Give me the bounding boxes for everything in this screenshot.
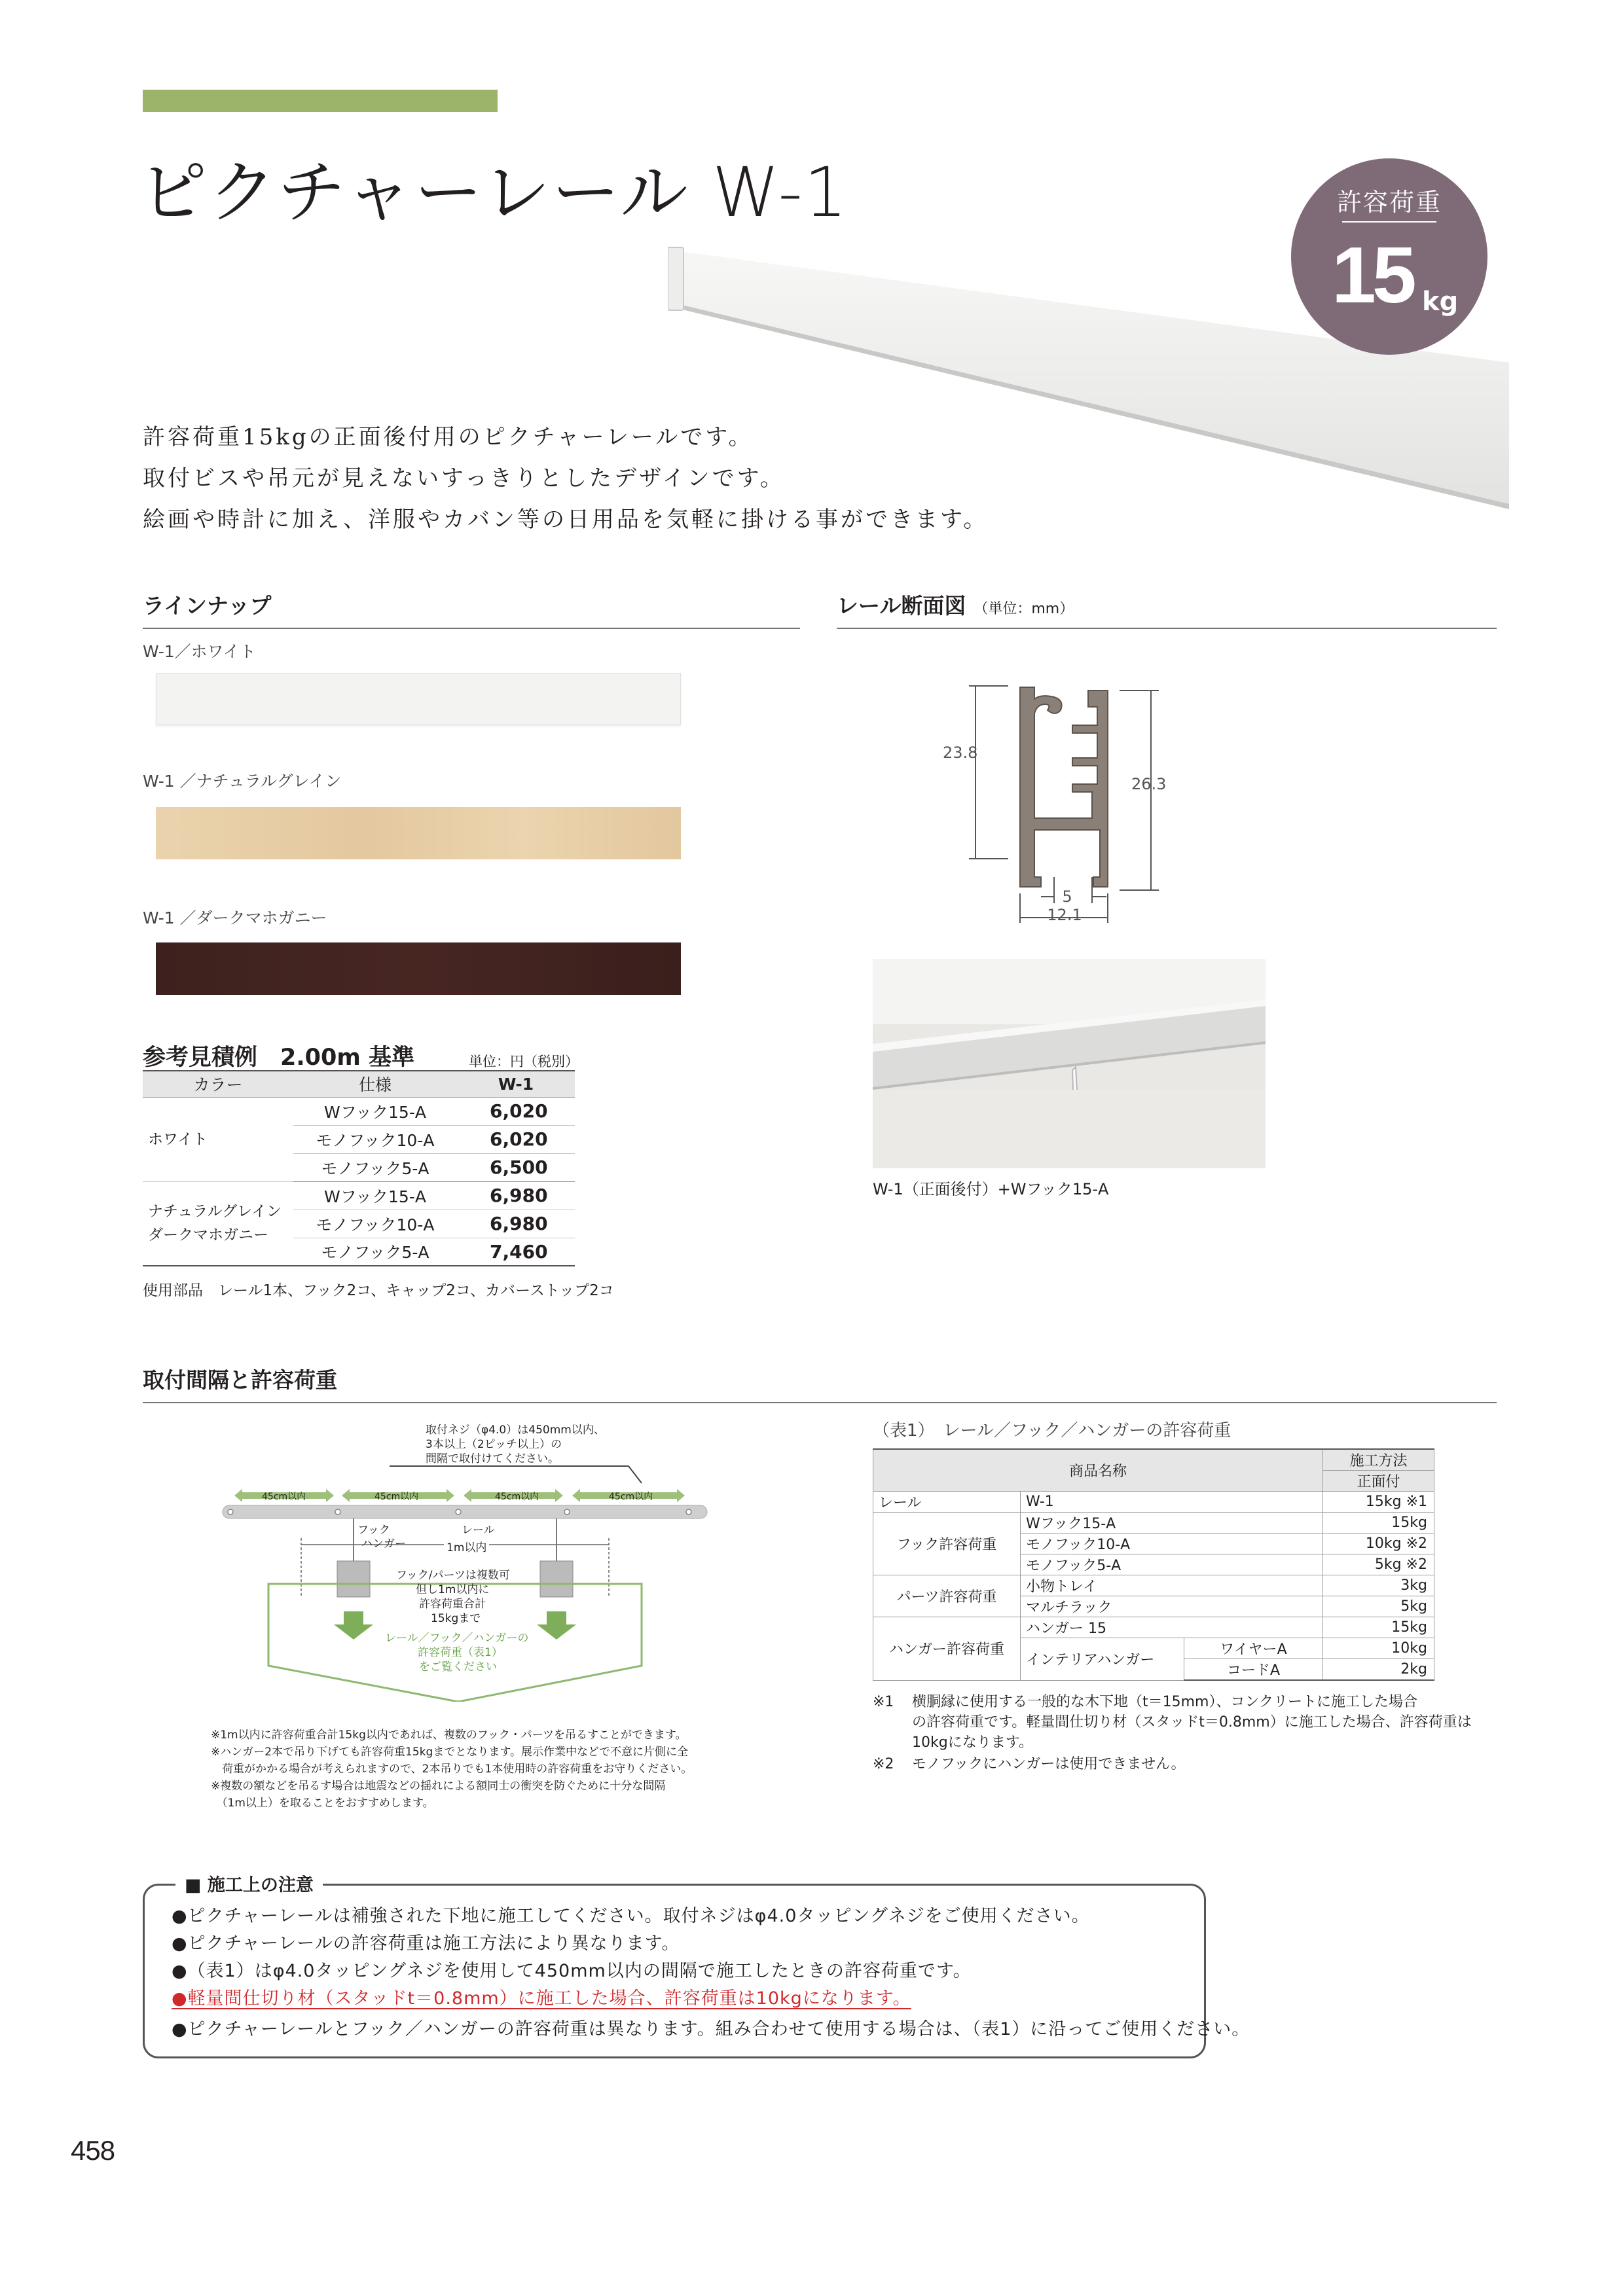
value-cell: 15kg ※1 — [1323, 1492, 1434, 1513]
load-table-title: （表1） レール／フック／ハンガーの許容荷重 — [873, 1421, 1231, 1441]
rail-cross-section-diagram — [943, 661, 1178, 929]
center-text: フック/パーツは複数可 — [396, 1569, 510, 1582]
col-header: 仕様 — [293, 1071, 457, 1097]
table-row — [873, 1492, 1434, 1513]
spec-cell: モノフック5-A — [293, 1153, 457, 1181]
dim-width: 12.1 — [1047, 906, 1082, 924]
name-cell: マルチラック — [1021, 1596, 1323, 1617]
table-row — [143, 1181, 575, 1210]
rail-label: レール — [462, 1524, 495, 1537]
value-cell: 10kg ※2 — [1323, 1534, 1434, 1554]
category-cell: パーツ許容荷重 — [873, 1575, 1021, 1617]
sub-name-cell: ワイヤーA — [1184, 1638, 1323, 1659]
spacing-heading: 取付間隔と許容荷重 — [143, 1363, 1497, 1403]
category-cell: ハンガー許容荷重 — [873, 1617, 1021, 1681]
center-text: 15kgまで — [431, 1612, 481, 1625]
category-cell: レール — [873, 1492, 1021, 1513]
description-line: 許容荷重15kgの正面後付用のピクチャーレールです。 — [143, 424, 754, 450]
price-cell: 6,020 — [457, 1097, 575, 1125]
value-cell: 15kg — [1323, 1617, 1434, 1638]
swatch-white — [156, 673, 681, 725]
spec-cell: Wフック15-A — [293, 1097, 457, 1125]
value-cell: 2kg — [1323, 1659, 1434, 1681]
category-cell: フック許容荷重 — [873, 1513, 1021, 1575]
sub-name-cell: コードA — [1184, 1659, 1323, 1681]
dim-inner-height: 23.8 — [943, 744, 978, 762]
table-row — [873, 1513, 1434, 1534]
hanger-label: ハンガー — [361, 1537, 406, 1551]
spacing-note: 荷重がかかる場合が考えられますので、2本吊りでも1本使用時の許容荷重をお守りください。 — [211, 1763, 693, 1776]
caution-item-highlighted: ●軽量間仕切り材（スタッドt＝0.8mm）に施工した場合、許容荷重は10kgになります。 — [172, 1988, 911, 2009]
col-header: カラー — [143, 1071, 293, 1097]
spec-cell: モノフック5-A — [293, 1238, 457, 1266]
col-header: 正面付 — [1323, 1471, 1434, 1492]
price-cell: 7,460 — [457, 1238, 575, 1266]
pitch-label: 45cm以内 — [262, 1492, 306, 1502]
spacing-note: （1m以上）を取ることをおすすめします。 — [211, 1797, 434, 1810]
caution-item: ●ピクチャーレールの許容荷重は施工方法により異なります。 — [172, 1933, 680, 1954]
swatch-natural-grain — [156, 807, 681, 859]
value-cell: 15kg — [1323, 1513, 1434, 1534]
pitch-label: 45cm以内 — [495, 1492, 539, 1502]
pitch-label: 45cm以内 — [609, 1492, 653, 1502]
spacing-note: ※複数の額などを吊るす場合は地震などの揺れによる額同士の衝突を防ぐために十分な間隔 — [211, 1780, 666, 1793]
price-cell: 6,980 — [457, 1210, 575, 1238]
col-header: W-1 — [457, 1071, 575, 1097]
value-cell: 5kg ※2 — [1323, 1554, 1434, 1575]
arrow-text: をご覧ください — [419, 1660, 497, 1674]
callout-line: 間隔で取付けてください。 — [426, 1452, 559, 1465]
profile-heading: レール断面図 （単位：mm） — [837, 589, 1497, 629]
load-capacity-badge — [1291, 158, 1487, 355]
dim-slot: 5 — [1062, 888, 1072, 906]
name-cell: 小物トレイ — [1021, 1575, 1323, 1596]
lineup-label-mahogany: W-1 ／ダークマホガニー — [143, 908, 327, 927]
price-cell: 6,980 — [457, 1181, 575, 1210]
spacing-note: ※ハンガー2本で吊り下げても許容荷重15kgまでとなります。展示作業中などで不意に片側に全 — [211, 1746, 688, 1759]
center-text: 但し1m以内に — [416, 1583, 490, 1596]
color-cell: ホワイト — [143, 1097, 293, 1181]
center-text: 許容荷重合計 — [419, 1598, 486, 1611]
estimate-unit-note: 単位：円（税別） — [469, 1054, 579, 1069]
table-row — [873, 1617, 1434, 1638]
col-header: 施工方法 — [1323, 1449, 1434, 1471]
arrow-text: レール／フック／ハンガーの — [385, 1632, 529, 1645]
value-cell: 10kg — [1323, 1638, 1434, 1659]
estimate-table — [143, 1070, 575, 1266]
spec-cell: モノフック10-A — [293, 1210, 457, 1238]
callout-line: 取付ネジ（φ4.0）は450mm以内、 — [426, 1424, 605, 1437]
estimate-title: 参考見積例 2.00m 基準 単位：円（税別） — [143, 1045, 579, 1071]
name-cell: モノフック5-A — [1021, 1554, 1323, 1575]
name-cell: ハンガー 15 — [1021, 1617, 1323, 1638]
name-cell: インテリアハンガー — [1021, 1638, 1184, 1681]
accent-bar — [143, 90, 498, 112]
spacing-note: ※1m以内に許容荷重合計15kg以内であれば、複数のフック・パーツを吊るすことができます。 — [211, 1729, 687, 1742]
spec-cell: Wフック15-A — [293, 1181, 457, 1210]
table-row — [873, 1575, 1434, 1596]
name-cell: Wフック15-A — [1021, 1513, 1323, 1534]
spacing-diagram — [196, 1414, 733, 1702]
color-cell: ナチュラルグレイン ダークマホガニー — [143, 1181, 293, 1266]
lineup-label-natural: W-1 ／ナチュラルグレイン — [143, 772, 342, 791]
parts-note: 使用部品 レール1本、フック2コ、キャップ2コ、カバーストップ2コ — [143, 1282, 614, 1299]
hook-label: フック — [357, 1524, 390, 1537]
page-title: ピクチャーレール W-1 — [139, 152, 849, 232]
footnote-2: ※2 モノフックにハンガーは使用できません。 — [873, 1756, 1186, 1772]
col-header: 商品名称 — [873, 1449, 1323, 1492]
badge-unit: kg — [1422, 287, 1459, 317]
price-cell: 6,500 — [457, 1153, 575, 1181]
table-row — [143, 1097, 575, 1125]
photo-caption: W-1（正面後付）+Wフック15-A — [873, 1180, 1109, 1198]
value-cell: 5kg — [1323, 1596, 1434, 1617]
page-number: 458 — [71, 2135, 115, 2166]
lineup-label-white: W-1／ホワイト — [143, 642, 256, 661]
caution-item: ●ピクチャーレールは補強された下地に施工してください。取付ネジはφ4.0タッピングネジをご使用ください。 — [172, 1906, 1090, 1926]
name-cell: モノフック10-A — [1021, 1534, 1323, 1554]
name-cell: W-1 — [1021, 1492, 1323, 1513]
footnote-1: ※1 横胴縁に使用する一般的な木下地（t＝15mm）、コンクリートに施工した場合 の許容荷重です。軽量間仕切り材（スタッドt＝0.8mm）に施工した場合、許容荷重は 10kgになります。 — [873, 1694, 1472, 1751]
installation-photo — [873, 959, 1266, 1168]
value-cell: 3kg — [1323, 1575, 1434, 1596]
description-line: 取付ビスや吊元が見えないすっきりとしたデザインです。 — [143, 465, 785, 492]
caution-title: ■ 施工上の注意 — [175, 1871, 323, 1896]
caution-item: ●ピクチャーレールとフック／ハンガーの許容荷重は異なります。組み合わせて使用する場合は、（表1）に沿ってご使用ください。 — [172, 2019, 1250, 2039]
lineup-heading: ラインナップ — [143, 589, 800, 629]
badge-value: 15 — [1332, 230, 1413, 319]
arrow-text: 許容荷重（表1） — [418, 1646, 503, 1659]
callout-line: 3本以上（2ピッチ以上）の — [426, 1438, 562, 1451]
swatch-dark-mahogany — [156, 942, 681, 995]
span-label: 1m以内 — [444, 1538, 489, 1554]
price-cell: 6,020 — [457, 1125, 575, 1153]
description-line: 絵画や時計に加え、洋服やカバン等の日用品を気軽に掛ける事ができます。 — [143, 507, 989, 533]
spec-cell: モノフック10-A — [293, 1125, 457, 1153]
dim-outer-height: 26.3 — [1131, 775, 1167, 793]
badge-label: 許容荷重 — [1336, 188, 1442, 217]
caution-item: ●（表1）はφ4.0タッピングネジを使用して450mm以内の間隔で施工したときの許容荷重です。 — [172, 1961, 972, 1981]
load-capacity-table — [873, 1448, 1434, 1681]
pitch-label: 45cm以内 — [374, 1492, 419, 1502]
